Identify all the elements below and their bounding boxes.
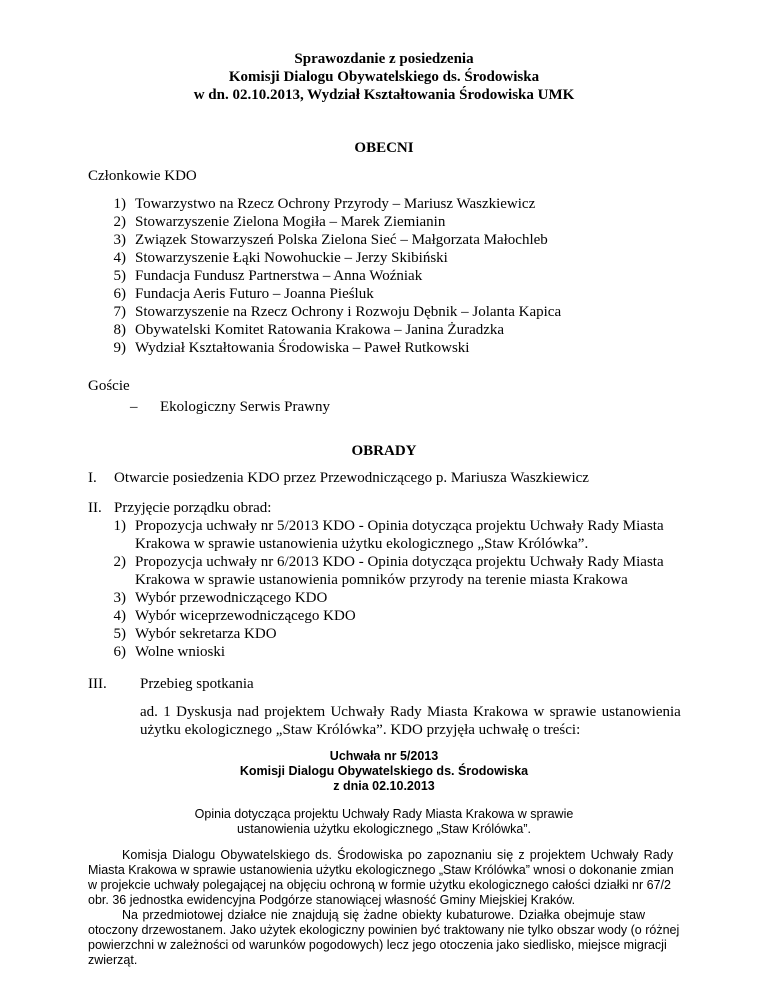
resolution-subject-line1: Opinia dotycząca projektu Uchwały Rady Miasta Krakowa w sprawie	[194, 807, 574, 821]
bullet: –	[130, 399, 138, 415]
member-text: Fundacja Fundusz Partnerstwa – Anna Woźniak	[135, 268, 423, 284]
resolution-title-line1: Uchwała nr 5/2013	[329, 749, 439, 763]
list-number: 4)	[113, 250, 126, 266]
report-title-line3: w dn. 02.10.2013, Wydział Kształtowania Środowiska UMK	[193, 87, 575, 103]
list-number: 9)	[113, 340, 126, 356]
section-text: Przyjęcie porządku obrad:	[114, 500, 272, 516]
resolution-body-line: w projekcie uchwały polegającej na objęciu ochroną w formie użytku ekologicznego całości działki nr 67/2	[88, 878, 671, 892]
proceedings-heading: OBRADY	[351, 443, 417, 459]
agenda-text: Wybór sekretarza KDO	[135, 626, 277, 642]
section-text: Przebieg spotkania	[140, 676, 254, 692]
list-number: 2)	[113, 554, 126, 570]
list-number: 6)	[113, 286, 126, 302]
members-label: Członkowie KDO	[88, 168, 197, 184]
discussion-line1: ad. 1 Dyskusja nad projektem Uchwały Rady Miasta Krakowa w sprawie ustanowienia	[140, 704, 681, 720]
list-number: 3)	[113, 590, 126, 606]
section-number: III.	[88, 676, 107, 692]
resolution-title-line3: z dnia 02.10.2013	[333, 779, 435, 793]
agenda-text-cont: Krakowa w sprawie ustanowienia pomników przyrody na terenie miasta Krakowa	[135, 572, 628, 588]
agenda-text: Wybór przewodniczącego KDO	[135, 590, 328, 606]
agenda-text: Propozycja uchwały nr 5/2013 KDO - Opinia dotycząca projektu Uchwały Rady Miasta	[135, 518, 664, 534]
list-number: 6)	[113, 644, 126, 660]
section-text: Otwarcie posiedzenia KDO przez Przewodniczącego p. Mariusza Waszkiewicz	[114, 470, 589, 486]
section-number: II.	[88, 500, 102, 516]
list-number: 2)	[113, 214, 126, 230]
member-text: Wydział Kształtowania Środowiska – Paweł Rutkowski	[135, 340, 470, 356]
resolution-body-line: otoczony drzewostanem. Jako użytek ekologiczny powinien być traktowany nie tylko obszar wody (o różnej	[88, 923, 680, 937]
list-number: 8)	[113, 322, 126, 338]
guest-text: Ekologiczny Serwis Prawny	[160, 399, 330, 415]
member-text: Obywatelski Komitet Ratowania Krakowa – Janina Żuradzka	[135, 322, 505, 338]
list-number: 7)	[113, 304, 126, 320]
resolution-body-line: Miasta Krakowa w sprawie ustanowienia użytku ekologicznego „Staw Królówka” wnosi o dokonanie zmian	[88, 863, 674, 877]
discussion-line2: użytku ekologicznego „Staw Królówka”. KDO przyjęła uchwałę o treści:	[140, 722, 581, 738]
agenda-text: Wybór wiceprzewodniczącego KDO	[135, 608, 356, 624]
list-number: 3)	[113, 232, 126, 248]
list-number: 5)	[113, 626, 126, 642]
member-text: Związek Stowarzyszeń Polska Zielona Sieć – Małgorzata Małochleb	[135, 232, 548, 248]
list-number: 1)	[113, 196, 126, 212]
report-title-line1: Sprawozdanie z posiedzenia	[294, 51, 474, 67]
present-heading: OBECNI	[354, 140, 414, 156]
resolution-title-line2: Komisji Dialogu Obywatelskiego ds. Środowiska	[239, 764, 529, 778]
agenda-text-cont: Krakowa w sprawie ustanowienia użytku ekologicznego „Staw Królówka”.	[135, 536, 589, 552]
member-text: Stowarzyszenie Łąki Nowohuckie – Jerzy Skibiński	[135, 250, 448, 266]
agenda-text: Wolne wnioski	[135, 644, 226, 660]
guests-label: Goście	[88, 378, 130, 394]
resolution-body-line: zwierząt.	[88, 953, 138, 967]
agenda-text: Propozycja uchwały nr 6/2013 KDO - Opinia dotycząca projektu Uchwały Rady Miasta	[135, 554, 664, 570]
resolution-body-line: powierzchni w zależności od warunków pogodowych) lecz jego otoczenia jako siedlisko, miejsce migracji	[88, 938, 667, 952]
resolution-subject-line2: ustanowienia użytku ekologicznego „Staw Królówka”.	[237, 822, 531, 836]
resolution-body-line: Na przedmiotowej działce nie znajdują się żadne obiekty kubaturowe. Działka obejmuje staw	[122, 908, 646, 922]
list-number: 1)	[113, 518, 126, 534]
report-title-line2: Komisji Dialogu Obywatelskiego ds. Środowiska	[228, 69, 540, 85]
resolution-body-line: obr. 36 jednostka ewidencyjna Podgórze stanowiącej własność Gminy Miejskiej Kraków.	[88, 893, 576, 907]
list-number: 4)	[113, 608, 126, 624]
member-text: Stowarzyszenie Zielona Mogiła – Marek Ziemianin	[135, 214, 446, 230]
member-text: Towarzystwo na Rzecz Ochrony Przyrody – Mariusz Waszkiewicz	[135, 196, 536, 212]
section-number: I.	[88, 470, 97, 486]
member-text: Stowarzyszenie na Rzecz Ochrony i Rozwoju Dębnik – Jolanta Kapica	[135, 304, 562, 320]
member-text: Fundacja Aeris Futuro – Joanna Pieśluk	[135, 286, 374, 302]
list-number: 5)	[113, 268, 126, 284]
resolution-body-line: Komisja Dialogu Obywatelskiego ds. Środowiska po zapoznaniu się z projektem Uchwały Rady	[122, 848, 674, 862]
